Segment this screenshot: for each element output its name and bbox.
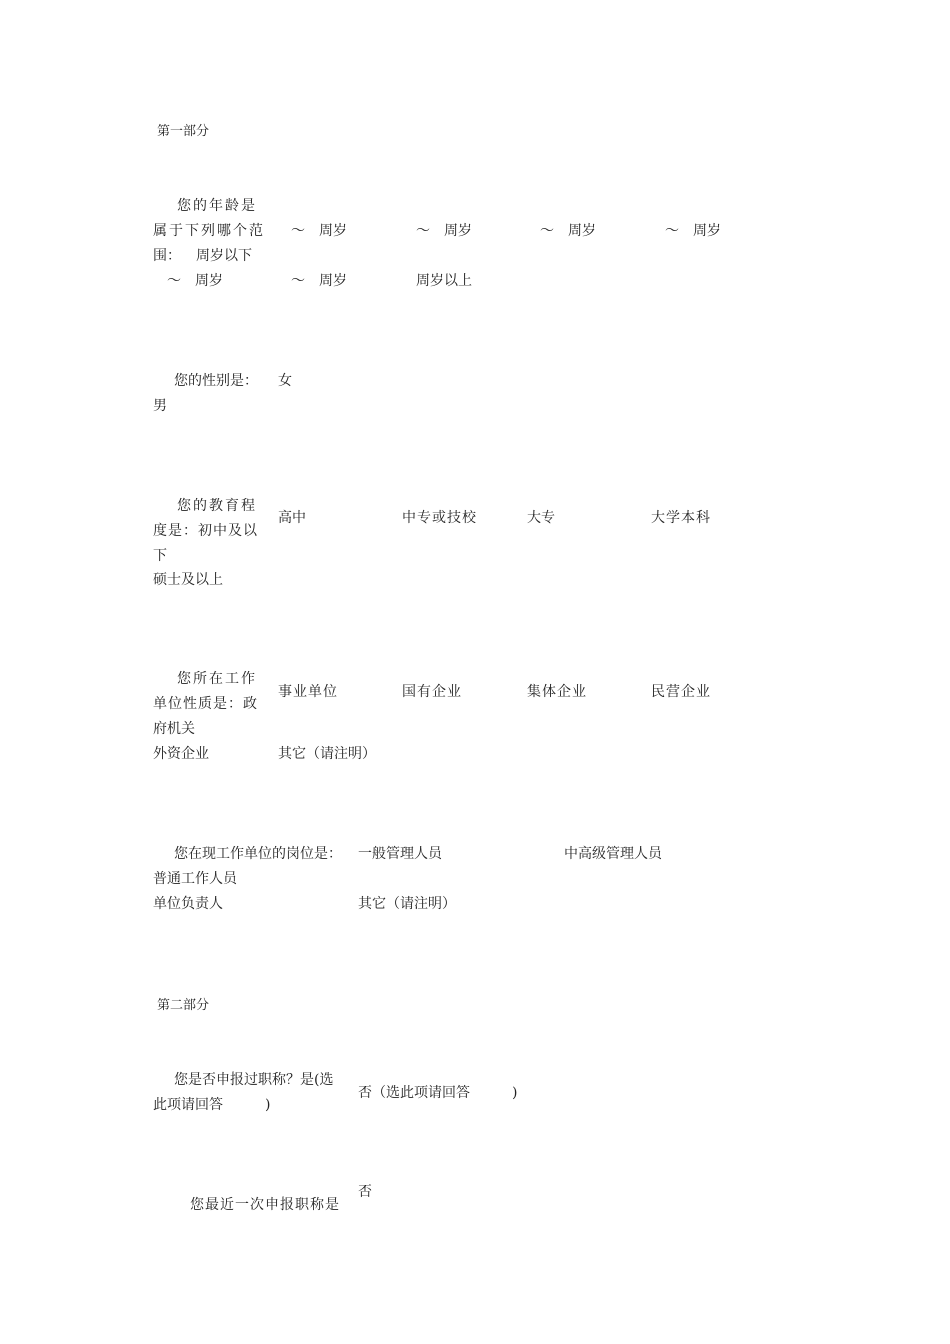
gender-option-male[interactable]: 男 bbox=[153, 398, 167, 414]
education-option-bachelor[interactable]: 大学本科 bbox=[651, 510, 711, 526]
position-option-unit-head[interactable]: 单位负责人 bbox=[153, 896, 223, 912]
position-option-senior-manager[interactable]: 中高级管理人员 bbox=[564, 846, 662, 862]
part1-heading: 第一部分 bbox=[157, 124, 210, 139]
age-option-7[interactable]: ～ 周岁 bbox=[291, 273, 347, 289]
unit-type-option-private[interactable]: 民营企业 bbox=[651, 684, 711, 700]
age-option-5[interactable]: ～ 周岁 bbox=[665, 223, 721, 239]
age-question-line3: 围： bbox=[153, 248, 181, 264]
position-option-staff[interactable]: 普通工作人员 bbox=[153, 871, 237, 887]
age-question-line2: 属于下列哪个范 bbox=[153, 223, 265, 239]
education-option-vocational[interactable]: 中专或技校 bbox=[402, 510, 477, 526]
age-option-4[interactable]: ～ 周岁 bbox=[540, 223, 596, 239]
unit-type-question-line3: 府机关 bbox=[153, 721, 195, 737]
age-option-6[interactable]: ～ 周岁 bbox=[167, 273, 223, 289]
unit-type-option-other[interactable]: 其它（请注明） bbox=[278, 746, 376, 762]
unit-type-option-foreign[interactable]: 外资企业 bbox=[153, 746, 209, 762]
part2-heading: 第二部分 bbox=[157, 998, 210, 1013]
age-option-8[interactable]: 周岁以上 bbox=[416, 273, 472, 289]
education-option-college[interactable]: 大专 bbox=[527, 510, 555, 526]
unit-type-option-state-owned[interactable]: 国有企业 bbox=[402, 684, 462, 700]
unit-type-option-collective[interactable]: 集体企业 bbox=[527, 684, 587, 700]
latest-option-no[interactable]: 否 bbox=[358, 1184, 372, 1200]
age-option-2[interactable]: ～ 周岁 bbox=[291, 223, 347, 239]
position-option-other[interactable]: 其它（请注明） bbox=[358, 896, 456, 912]
applied-question-line1: 您是否申报过职称？是(选 bbox=[174, 1072, 334, 1088]
position-question: 您在现工作单位的岗位是： bbox=[174, 846, 342, 862]
education-question-line1: 您的教育程 bbox=[177, 498, 257, 514]
unit-type-option-public-institution[interactable]: 事业单位 bbox=[278, 684, 338, 700]
unit-type-question-line2: 单位性质是：政 bbox=[153, 696, 258, 712]
unit-type-question-line1: 您所在工作 bbox=[177, 671, 257, 687]
education-option-master[interactable]: 硕士及以上 bbox=[153, 572, 223, 588]
age-option-1[interactable]: 周岁以下 bbox=[196, 248, 252, 264]
applied-question-line2: 此项请回答 ) bbox=[153, 1097, 271, 1113]
latest-question: 您最近一次申报职称是 bbox=[190, 1197, 340, 1213]
education-question-line3: 下 bbox=[153, 548, 167, 564]
education-question-line2: 度是：初中及以 bbox=[153, 523, 258, 539]
age-option-3[interactable]: ～ 周岁 bbox=[416, 223, 472, 239]
gender-option-female[interactable]: 女 bbox=[278, 373, 292, 389]
applied-option-no[interactable]: 否（选此项请回答 ) bbox=[358, 1085, 518, 1101]
education-option-highschool[interactable]: 高中 bbox=[278, 510, 306, 526]
position-option-general-manager[interactable]: 一般管理人员 bbox=[358, 846, 442, 862]
age-question-line1: 您的年龄是 bbox=[177, 198, 257, 214]
gender-question: 您的性别是： bbox=[174, 373, 258, 389]
